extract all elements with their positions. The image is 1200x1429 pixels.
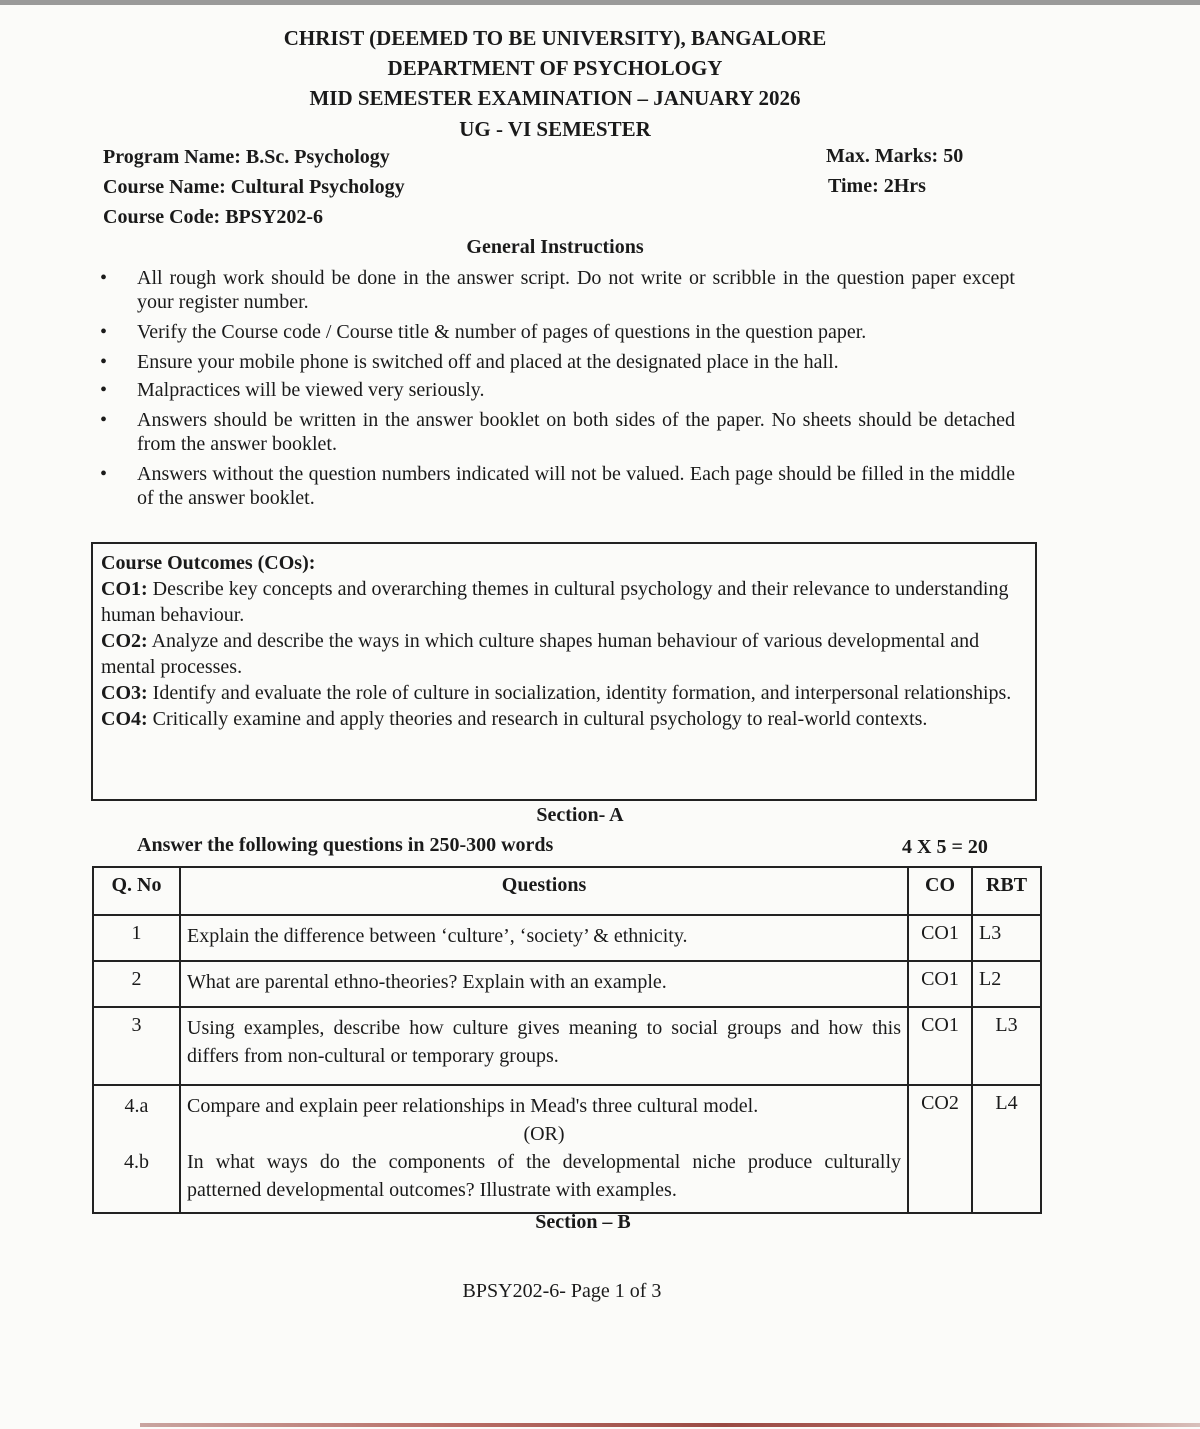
bullet-icon: •	[100, 267, 108, 289]
questions-table	[92, 866, 1042, 1214]
header-qno: Q. No	[93, 867, 180, 915]
co-code: CO4:	[101, 708, 148, 730]
course-outcome-item	[101, 706, 1027, 732]
question-cell: What are parental ethno-theories? Explain with an example.	[180, 961, 908, 1007]
co-text: Analyze and describe the ways in which culture shapes human behaviour of various developmental and mental processes.	[101, 630, 980, 678]
instruction-item: • All rough work should be done in the answer script. Do not write or scribble in the question paper except your register number.	[100, 267, 1015, 313]
course-outcomes-title: Course Outcomes (COs):	[101, 552, 316, 574]
co-text: Identify and evaluate the role of culture in socialization, identity formation, and interpersonal relationships.	[147, 682, 1012, 704]
max-marks: Max. Marks: 50	[826, 145, 964, 167]
table-row	[93, 1007, 1041, 1085]
co-cell: CO2	[908, 1085, 972, 1213]
instruction-item: • Answers without the question numbers indicated will not be valued. Each page should be filled in the middle of the answer booklet.	[100, 463, 1015, 509]
exam-title: MID SEMESTER EXAMINATION – JANUARY 2026	[309, 86, 801, 110]
table-row	[93, 1085, 1041, 1213]
qno-cell: 3	[93, 1007, 180, 1085]
rbt-cell: L4	[972, 1085, 1041, 1213]
department-name: DEPARTMENT OF PSYCHOLOGY	[387, 56, 723, 80]
section-b-title: Section – B	[535, 1211, 631, 1233]
instructions-list	[100, 266, 1015, 514]
course-name: Course Name: Cultural Psychology	[103, 176, 405, 198]
course-outcome-item	[101, 628, 1027, 680]
bullet-icon: •	[100, 379, 108, 401]
co-text: Critically examine and apply theories and research in cultural psychology to real-world contexts.	[147, 708, 928, 730]
section-a-instruction: Answer the following questions in 250-300 words	[137, 834, 554, 856]
exam-time: Time: 2Hrs	[828, 175, 926, 197]
course-outcome-item	[101, 576, 1027, 628]
co-cell: CO1	[908, 961, 972, 1007]
rbt-cell: L2	[972, 961, 1041, 1007]
qno-cell	[93, 1085, 180, 1213]
co-code: CO2:	[101, 630, 148, 652]
rbt-cell: L3	[972, 915, 1041, 961]
rbt-cell: L3	[972, 1007, 1041, 1085]
scan-bottom-edge	[140, 1423, 1200, 1427]
or-label: (OR)	[523, 1123, 565, 1145]
qno-cell: 2	[93, 961, 180, 1007]
table-header-row	[93, 867, 1041, 915]
question-a: Compare and explain peer relationships in Mead's three cultural model.	[187, 1095, 759, 1117]
course-outcomes-box	[91, 542, 1037, 801]
bullet-icon: •	[100, 351, 108, 373]
co-code: CO3:	[101, 682, 148, 704]
bullet-icon: •	[100, 321, 108, 343]
course-code: Course Code: BPSY202-6	[103, 206, 323, 228]
bullet-icon: •	[100, 463, 108, 485]
co-cell: CO1	[908, 1007, 972, 1085]
question-b: In what ways do the components of the developmental niche produce culturally patterned developmental outcomes? Illustrate with examples.	[187, 1151, 901, 1201]
qno-b: 4.b	[124, 1151, 149, 1173]
general-instructions-title: General Instructions	[466, 236, 644, 258]
section-a-title: Section- A	[536, 804, 624, 826]
program-name: Program Name: B.Sc. Psychology	[103, 146, 390, 168]
instruction-item: • Ensure your mobile phone is switched off and placed at the designated place in the hall.	[100, 351, 839, 373]
table-row	[93, 961, 1041, 1007]
instruction-item: • Verify the Course code / Course title & number of pages of questions in the question paper.	[100, 321, 867, 343]
scan-top-edge	[0, 0, 1200, 5]
co-cell: CO1	[908, 915, 972, 961]
qno-cell: 1	[93, 915, 180, 961]
table-row	[93, 915, 1041, 961]
page-footer: BPSY202-6- Page 1 of 3	[462, 1280, 662, 1302]
university-name: CHRIST (DEEMED TO BE UNIVERSITY), BANGALORE	[283, 26, 827, 50]
question-cell: Using examples, describe how culture gives meaning to social groups and how this differs from non-cultural or temporary groups.	[180, 1007, 908, 1085]
question-cell: Explain the difference between ‘culture’, ‘society’ & ethnicity.	[180, 915, 908, 961]
bullet-icon: •	[100, 409, 108, 431]
instruction-item: • Malpractices will be viewed very seriously.	[100, 379, 485, 401]
semester-title: UG - VI SEMESTER	[459, 117, 651, 141]
co-text: Describe key concepts and overarching themes in cultural psychology and their relevance to understanding human behaviour.	[101, 578, 1009, 626]
header-co: CO	[908, 867, 972, 915]
instruction-item: • Answers should be written in the answer booklet on both sides of the paper. No sheets should be detached from the answer booklet.	[100, 409, 1015, 455]
course-outcome-item	[101, 680, 1027, 706]
co-code: CO1:	[101, 578, 148, 600]
qno-a: 4.a	[124, 1095, 149, 1117]
header-rbt: RBT	[972, 867, 1041, 915]
header-questions: Questions	[180, 867, 908, 915]
section-a-marks: 4 X 5 = 20	[902, 836, 988, 858]
question-cell	[180, 1085, 908, 1213]
